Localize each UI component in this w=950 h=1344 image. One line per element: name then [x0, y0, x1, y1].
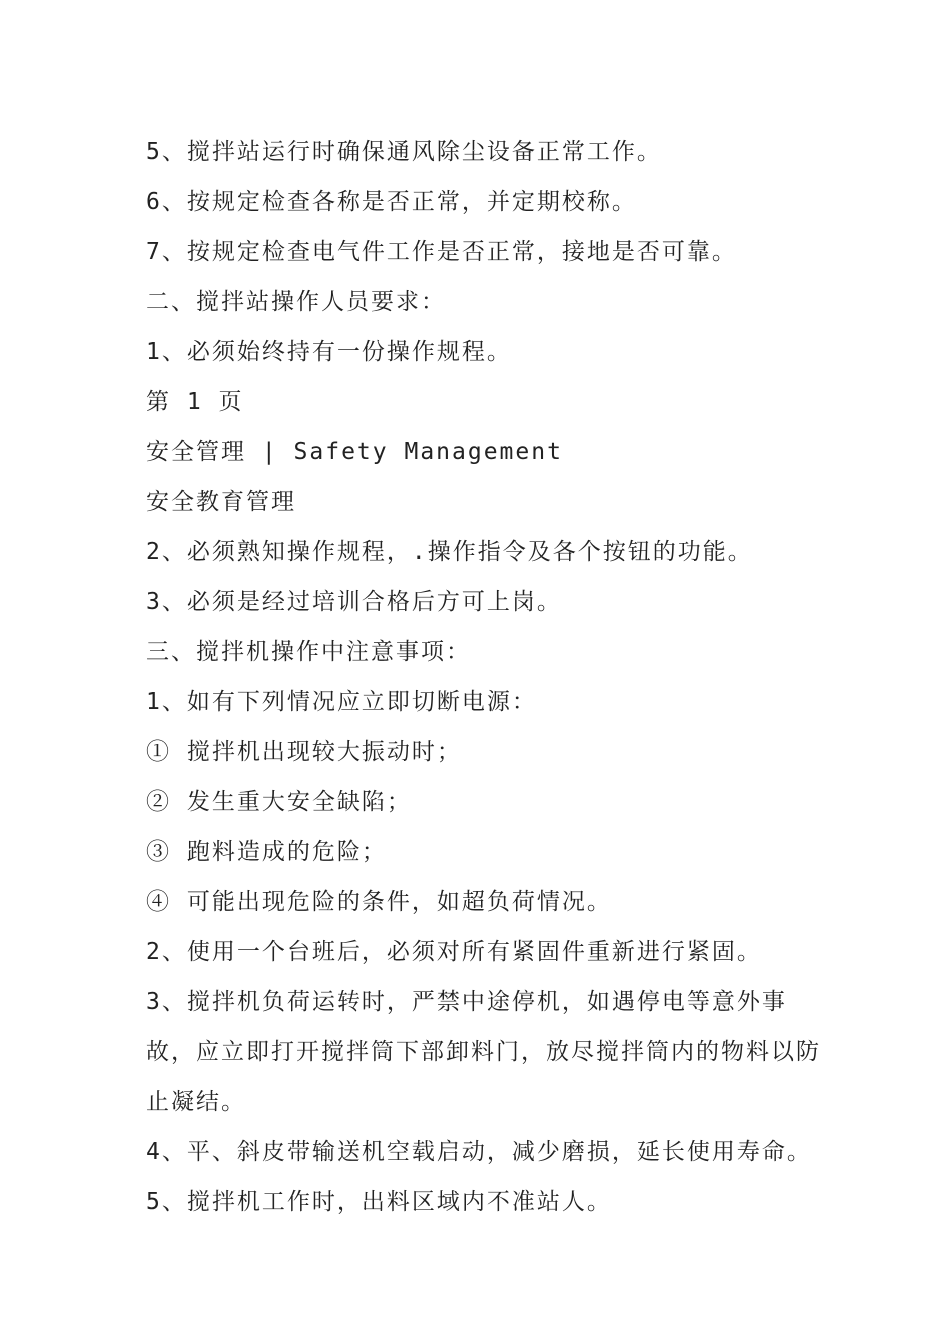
text-line: 1、如有下列情况应立即切断电源：	[146, 689, 537, 715]
text-line: 4、平、斜皮带输送机空载启动，减少磨损，延长使用寿命。	[146, 1139, 812, 1165]
page-number: 第 1 页	[146, 389, 244, 415]
list-item: ② 发生重大安全缺陷；	[146, 789, 412, 815]
document-body	[146, 127, 826, 1227]
section-heading: 二、搅拌站操作人员要求：	[146, 289, 446, 315]
section-heading: 三、搅拌机操作中注意事项：	[146, 639, 471, 665]
text-line: 1、必须始终持有一份操作规程。	[146, 339, 512, 365]
text-line: 2、必须熟知操作规程，.操作指令及各个按钮的功能。	[146, 539, 753, 565]
list-item: ③ 跑料造成的危险；	[146, 839, 387, 865]
text-line: 5、搅拌机工作时，出料区域内不准站人。	[146, 1189, 612, 1215]
text-line: 5、搅拌站运行时确保通风除尘设备正常工作。	[146, 139, 662, 165]
text-line: 2、使用一个台班后，必须对所有紧固件重新进行紧固。	[146, 939, 762, 965]
text-line: 6、按规定检查各称是否正常，并定期校称。	[146, 189, 637, 215]
text-paragraph: 3、搅拌机负荷运转时，严禁中途停机，如遇停电等意外事故，应立即打开搅拌筒下部卸料门，放尽搅拌筒内的物料以防止凝结。	[146, 989, 821, 1115]
text-line: 3、必须是经过培训合格后方可上岗。	[146, 589, 562, 615]
list-item: ④ 可能出现危险的条件，如超负荷情况。	[146, 889, 612, 915]
text-line: 7、按规定检查电气件工作是否正常，接地是否可靠。	[146, 239, 737, 265]
page-header-subtitle: 安全教育管理	[146, 489, 296, 515]
page-header: 安全管理 | Safety Management	[146, 439, 563, 465]
list-item: ① 搅拌机出现较大振动时；	[146, 739, 462, 765]
